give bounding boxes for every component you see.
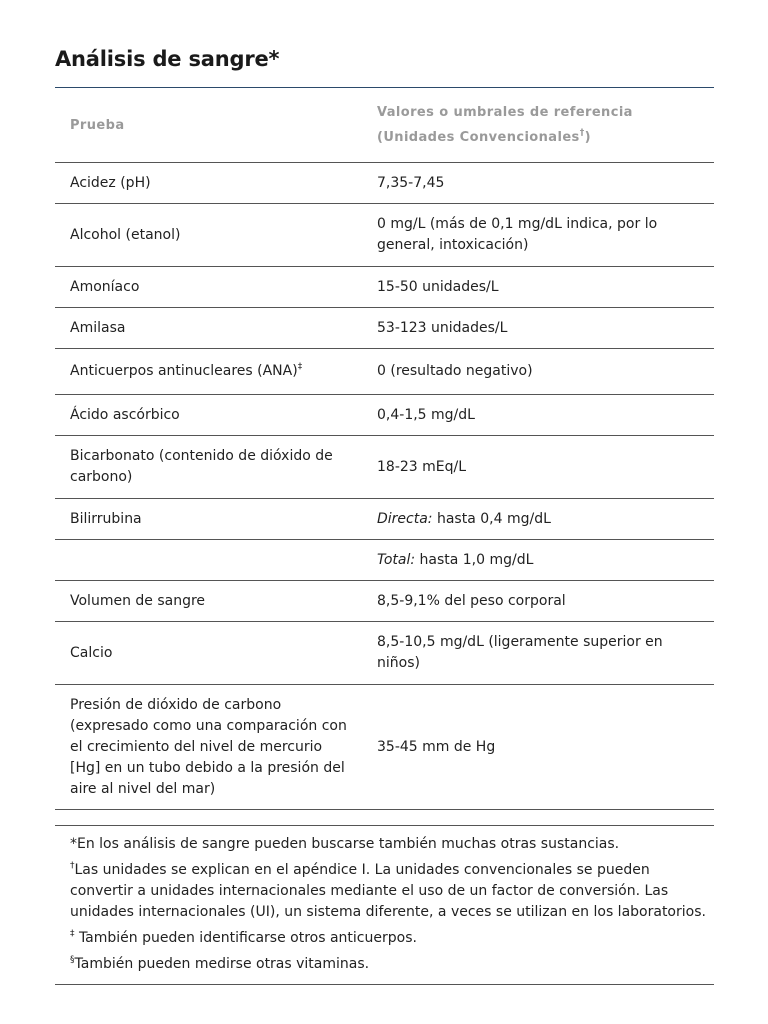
footnote [70, 954, 714, 975]
dagger-mark: † [579, 128, 585, 138]
footnote-text: Las unidades se explican en el apéndice I. La unidades convencionales se pueden convertir a unidades internacionales mediante el uso de un factor de conversión. Las unidades internacionales (UI), un sistema diferente, a veces se utilizan en los laboratorios. [70, 862, 706, 920]
test-name: Amoníaco [55, 267, 362, 308]
page-title: Análisis de sangre* [55, 47, 280, 71]
footnote [70, 860, 714, 923]
reference-value: 15-50 unidades/L [362, 267, 714, 308]
table-row [55, 540, 714, 581]
column-header-reference-values [362, 88, 714, 163]
footnote-text: *En los análisis de sangre pueden buscarse también muchas otras sustancias. [70, 836, 620, 852]
reference-value: 8,5-10,5 mg/dL (ligeramente superior en niños) [362, 622, 714, 685]
reference-values-table [55, 88, 714, 810]
table-header-row [55, 88, 714, 163]
footnote-mark: † [70, 861, 75, 871]
footnote [70, 834, 714, 855]
table-row [55, 685, 714, 810]
reference-value: hasta 0,4 mg/dL [432, 510, 551, 527]
reference-value: 18-23 mEq/L [362, 436, 714, 499]
column-header-line2-end: ) [584, 130, 591, 145]
reference-value: 53-123 unidades/L [362, 308, 714, 349]
footnote-mark: ‡ [70, 929, 75, 939]
table-row [55, 308, 714, 349]
reference-value: 8,5-9,1% del peso corporal [362, 581, 714, 622]
test-name-cell [55, 349, 362, 395]
table-row [55, 349, 714, 395]
test-name: Anticuerpos antinucleares (ANA) [70, 363, 298, 379]
reference-value-cell [362, 499, 714, 540]
test-name: Volumen de sangre [55, 581, 362, 622]
footnote-mark: § [70, 955, 75, 965]
table-row [55, 436, 714, 499]
test-name: Acidez (pH) [55, 163, 362, 204]
test-name: Bicarbonato (contenido de dióxido de carbono) [55, 436, 362, 499]
reference-value: 7,35-7,45 [362, 163, 714, 204]
value-qualifier: Directa: [377, 510, 433, 527]
test-name [55, 540, 362, 581]
table-row [55, 163, 714, 204]
table-row [55, 622, 714, 685]
double-dagger-mark: ‡ [297, 362, 303, 372]
footnote [70, 928, 714, 949]
table-row [55, 581, 714, 622]
footnote-text: También pueden identificarse otros anticuerpos. [74, 930, 417, 946]
reference-value: hasta 1,0 mg/dL [415, 551, 534, 568]
test-name: Calcio [55, 622, 362, 685]
footnotes [55, 825, 714, 985]
reference-value: 0,4-1,5 mg/dL [362, 395, 714, 436]
reference-value-cell [362, 540, 714, 581]
table-row [55, 395, 714, 436]
table-row [55, 267, 714, 308]
test-name: Bilirrubina [55, 499, 362, 540]
table-row [55, 204, 714, 267]
test-name: Alcohol (etanol) [55, 204, 362, 267]
test-name: Presión de dióxido de carbono (expresado como una comparación con el crecimiento del nivel de mercurio [Hg] en un tubo debido a la presión del aire al nivel del mar) [55, 685, 362, 810]
column-header-line1: Valores o umbrales de referencia [377, 105, 633, 120]
value-qualifier: Total: [377, 551, 416, 568]
test-name: Amilasa [55, 308, 362, 349]
column-header-line2: (Unidades Convencionales [377, 130, 580, 145]
reference-value: 0 (resultado negativo) [362, 349, 714, 395]
reference-value: 0 mg/L (más de 0,1 mg/dL indica, por lo general, intoxicación) [362, 204, 714, 267]
footnote-text: También pueden medirse otras vitaminas. [74, 956, 370, 972]
test-name: Ácido ascórbico [55, 395, 362, 436]
reference-value: 35-45 mm de Hg [362, 685, 714, 810]
table-row [55, 499, 714, 540]
column-header-test: Prueba [55, 88, 362, 163]
